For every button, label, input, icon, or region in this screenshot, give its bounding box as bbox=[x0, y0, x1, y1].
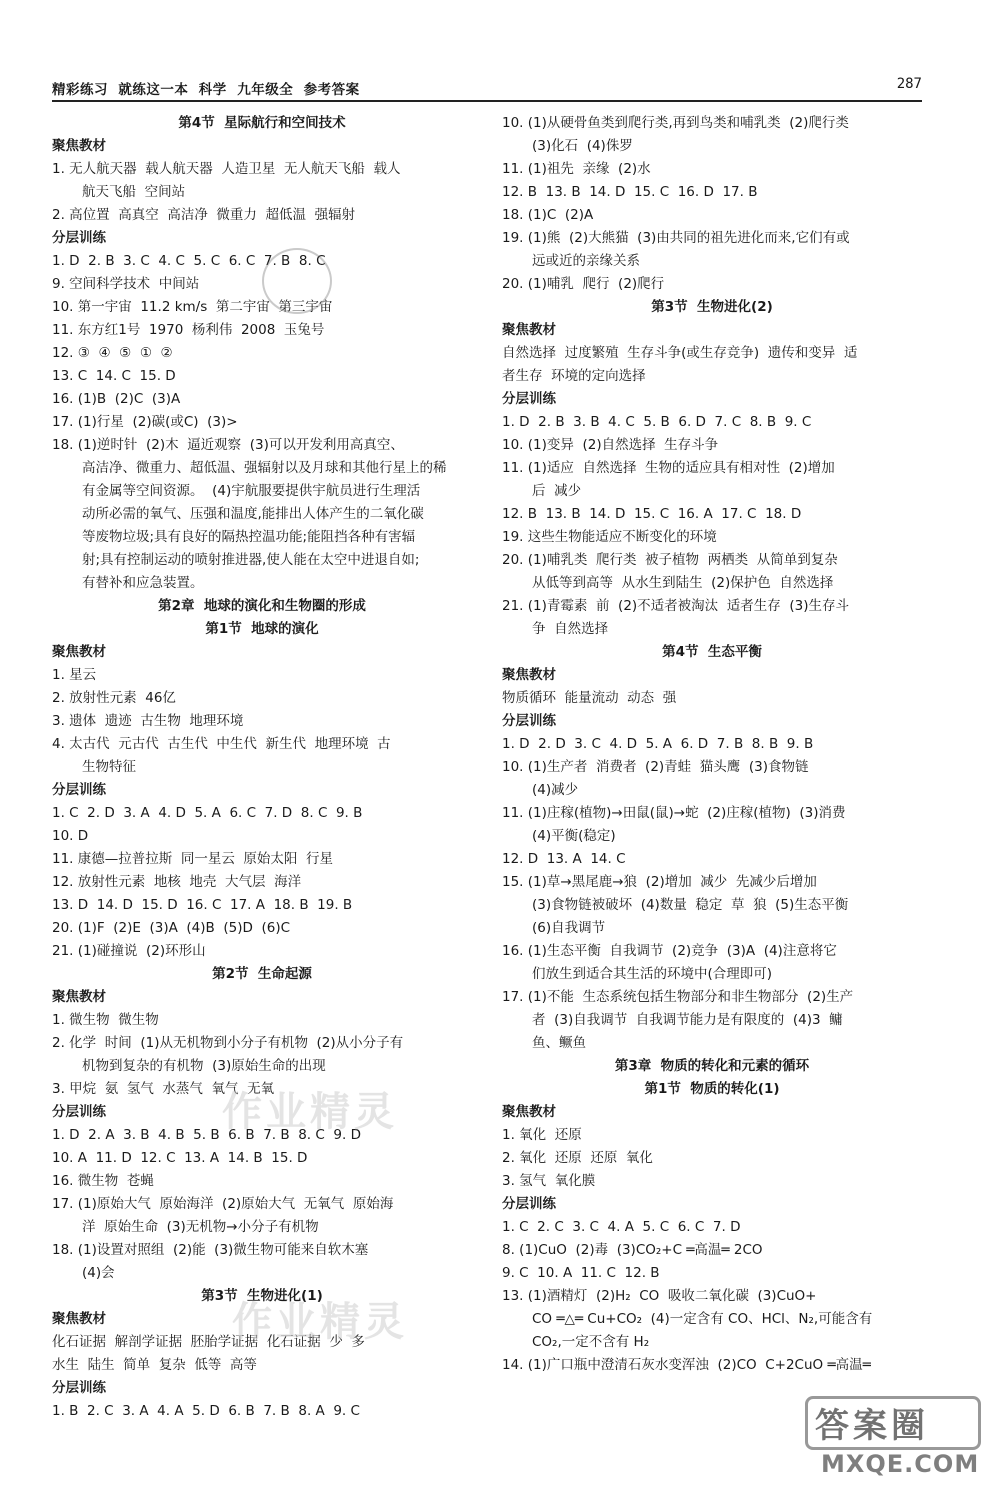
page-number: 287 bbox=[896, 76, 922, 92]
subsection-heading: 分层训练 bbox=[52, 1104, 106, 1120]
answer-line: 1. D 2. B 3. C 4. C 5. C 6. C 7. B 8. C bbox=[52, 253, 326, 269]
answer-line: 1. 无人航天器 载人航天器 人造卫星 无人航天飞船 载人 bbox=[52, 161, 401, 177]
answer-line: 2. 高位置 高真空 高洁净 微重力 超低温 强辐射 bbox=[52, 207, 356, 223]
answer-line: 者生存 环境的定向选择 bbox=[502, 368, 646, 384]
section-title: 第4节 星际航行和空间技术 bbox=[178, 115, 346, 131]
answer-line: 1. D 2. D 3. C 4. D 5. A 6. D 7. B 8. B 9. B bbox=[502, 736, 814, 752]
answer-line: 高洁净、微重力、超低温、强辐射以及月球和其他行星上的稀 bbox=[82, 460, 447, 476]
chapter-title: 第2章 地球的演化和生物圈的形成 bbox=[158, 598, 366, 614]
answer-line: 1. C 2. C 3. C 4. A 5. C 6. C 7. D bbox=[502, 1219, 741, 1235]
answer-line: 19. (1)熊 (2)大熊猫 (3)由共同的祖先进化而来,它们有或 bbox=[502, 230, 850, 246]
answer-line: 11. 东方红1号 1970 杨利伟 2008 玉兔号 bbox=[52, 322, 325, 338]
answer-line: 18. (1)设置对照组 (2)能 (3)微生物可能来自软木塞 bbox=[52, 1242, 369, 1258]
answer-line: 16. 微生物 苍蝇 bbox=[52, 1173, 154, 1189]
answer-line: 物质循环 能量流动 动态 强 bbox=[502, 690, 677, 706]
answer-line: 1. 微生物 微生物 bbox=[52, 1012, 159, 1028]
section-title: 第2节 生命起源 bbox=[212, 966, 312, 982]
answer-line: 4. 太古代 元古代 古生代 中生代 新生代 地理环境 古 bbox=[52, 736, 391, 752]
answer-line: 1. B 2. C 3. A 4. A 5. D 6. B 7. B 8. A 9. C bbox=[52, 1403, 360, 1419]
answer-line: (6)自我调节 bbox=[532, 920, 606, 936]
page-header bbox=[52, 78, 922, 102]
answer-line: CO ═△═ Cu+CO₂ (4)一定含有 CO、HCl、N₂,可能含有 bbox=[532, 1311, 873, 1327]
section-title: 第4节 生态平衡 bbox=[662, 644, 762, 660]
chapter-title: 第3章 物质的转化和元素的循环 bbox=[614, 1058, 810, 1074]
answer-line: 鱼、鳜鱼 bbox=[532, 1035, 586, 1051]
answer-line: 生物特征 bbox=[82, 759, 136, 775]
answer-line: 13. D 14. D 15. D 16. C 17. A 18. B 19. B bbox=[52, 897, 353, 913]
answer-line: (3)化石 (4)侏罗 bbox=[532, 138, 633, 154]
header-title: 精彩练习 就练这一本 科学 九年级全 参考答案 bbox=[52, 82, 360, 98]
answer-line: 争 自然选择 bbox=[532, 621, 609, 637]
answer-line: 3. 氢气 氧化膜 bbox=[502, 1173, 596, 1189]
answer-line: 12. D 13. A 14. C bbox=[502, 851, 626, 867]
answer-line: 21. (1)青霉素 前 (2)不适者被淘汰 适者生存 (3)生存斗 bbox=[502, 598, 849, 614]
logo-text: 答案圈 bbox=[815, 1406, 929, 1446]
answer-line: (4)平衡(稳定) bbox=[532, 828, 616, 844]
answer-line: 有金属等空间资源。 (4)宇航服要提供宇航员进行生理活 bbox=[82, 483, 421, 499]
answer-line: 9. 空间科学技术 中间站 bbox=[52, 276, 200, 292]
answer-line: 18. (1)C (2)A bbox=[502, 207, 594, 223]
subsection-heading: 聚焦教材 bbox=[502, 1104, 556, 1120]
answer-line: 11. (1)适应 自然选择 生物的适应具有相对性 (2)增加 bbox=[502, 460, 835, 476]
answer-line: 者 (3)自我调节 自我调节能力是有限度的 (4)3 鳙 bbox=[532, 1012, 843, 1028]
answer-line: 15. (1)草→黑尾鹿→狼 (2)增加 减少 先减少后增加 bbox=[502, 874, 817, 890]
answer-line: 19. 这些生物能适应不断变化的环境 bbox=[502, 529, 717, 545]
answer-line: 洋 原始生命 (3)无机物→小分子有机物 bbox=[82, 1219, 319, 1235]
answer-line: (4)减少 bbox=[532, 782, 579, 798]
section-title: 第1节 物质的转化(1) bbox=[644, 1081, 780, 1097]
left-column bbox=[52, 112, 472, 1423]
answer-line: (4)会 bbox=[82, 1265, 115, 1281]
answer-line: 10. A 11. D 12. C 13. A 14. B 15. D bbox=[52, 1150, 308, 1166]
answer-line: 10. (1)生产者 消费者 (2)青蛙 猫头鹰 (3)食物链 bbox=[502, 759, 809, 775]
answer-line: 9. C 10. A 11. C 12. B bbox=[502, 1265, 660, 1281]
answer-line: 1. D 2. A 3. B 4. B 5. B 6. B 7. B 8. C 9. D bbox=[52, 1127, 361, 1143]
answer-line: 8. (1)CuO (2)毒 (3)CO₂+C ═高温═ 2CO bbox=[502, 1242, 763, 1258]
answer-line: 10. 第一宇宙 11.2 km/s 第二宇宙 第三宇宙 bbox=[52, 299, 333, 315]
subsection-heading: 分层训练 bbox=[52, 1380, 106, 1396]
subsection-heading: 聚焦教材 bbox=[52, 644, 106, 660]
answer-line: 10. (1)从硬骨鱼类到爬行类,再到鸟类和哺乳类 (2)爬行类 bbox=[502, 115, 849, 131]
subsection-heading: 聚焦教材 bbox=[502, 667, 556, 683]
answer-line: 航天飞船 空间站 bbox=[82, 184, 186, 200]
answer-line: 远或近的亲缘关系 bbox=[532, 253, 640, 269]
answer-line: 17. (1)行星 (2)碳(或C) (3)> bbox=[52, 414, 238, 430]
answer-line: 11. (1)祖先 亲缘 (2)水 bbox=[502, 161, 651, 177]
subsection-heading: 分层训练 bbox=[502, 1196, 556, 1212]
answer-line: 2. 化学 时间 (1)从无机物到小分子有机物 (2)从小分子有 bbox=[52, 1035, 404, 1051]
right-column bbox=[502, 112, 922, 1377]
answer-line: 20. (1)哺乳类 爬行类 被子植物 两栖类 从简单到复杂 bbox=[502, 552, 838, 568]
stamp-mark bbox=[262, 248, 332, 314]
answer-line: 12. B 13. B 14. D 15. C 16. A 17. C 18. D bbox=[502, 506, 802, 522]
answer-line: 等废物垃圾;具有良好的隔热控温功能;能阻挡各种有害辐 bbox=[82, 529, 416, 545]
answer-line: 12. B 13. B 14. D 15. C 16. D 17. B bbox=[502, 184, 758, 200]
subsection-heading: 聚焦教材 bbox=[52, 138, 106, 154]
answer-line: 机物到复杂的有机物 (3)原始生命的出现 bbox=[82, 1058, 326, 1074]
answer-line: 3. 遗体 遗迹 古生物 地理环境 bbox=[52, 713, 244, 729]
answer-line: 16. (1)B (2)C (3)A bbox=[52, 391, 181, 407]
answer-line: 13. C 14. C 15. D bbox=[52, 368, 176, 384]
answer-line: 1. 氧化 还原 bbox=[502, 1127, 582, 1143]
answer-line: 10. (1)变异 (2)自然选择 生存斗争 bbox=[502, 437, 719, 453]
answer-line: 16. (1)生态平衡 自我调节 (2)竞争 (3)A (4)注意将它 bbox=[502, 943, 837, 959]
subsection-heading: 分层训练 bbox=[52, 782, 106, 798]
answer-line: 后 减少 bbox=[532, 483, 582, 499]
section-title: 第3节 生物进化(2) bbox=[651, 299, 773, 315]
answer-line: 1. D 2. B 3. B 4. C 5. B 6. D 7. C 8. B 9. C bbox=[502, 414, 812, 430]
subsection-heading: 分层训练 bbox=[502, 713, 556, 729]
answer-line: CO₂,一定不含有 H₂ bbox=[532, 1334, 650, 1350]
answer-line: 从低等到高等 从水生到陆生 (2)保护色 自然选择 bbox=[532, 575, 834, 591]
section-title: 第1节 地球的演化 bbox=[205, 621, 319, 637]
answer-line: 射;具有控制运动的喷射推进器,使人能在太空中进退自如; bbox=[82, 552, 420, 568]
answer-line: 2. 放射性元素 46亿 bbox=[52, 690, 176, 706]
answer-line: 17. (1)不能 生态系统包括生物部分和非生物部分 (2)生产 bbox=[502, 989, 854, 1005]
subsection-heading: 聚焦教材 bbox=[502, 322, 556, 338]
logo-site: MXQE.COM bbox=[821, 1450, 980, 1478]
site-logo bbox=[805, 1388, 985, 1478]
answer-line: 13. (1)酒精灯 (2)H₂ CO 吸收二氧化碳 (3)CuO+ bbox=[502, 1288, 817, 1304]
answer-line: 1. C 2. D 3. A 4. D 5. A 6. C 7. D 8. C 9. B bbox=[52, 805, 363, 821]
answer-line: 们放生到适合其生活的环境中(合理即可) bbox=[532, 966, 773, 982]
watermark: 作业精灵 bbox=[222, 1088, 398, 1135]
subsection-heading: 聚焦教材 bbox=[52, 1311, 106, 1327]
answer-line: (3)食物链被破坏 (4)数量 稳定 草 狼 (5)生态平衡 bbox=[532, 897, 849, 913]
answer-line: 20. (1)哺乳 爬行 (2)爬行 bbox=[502, 276, 665, 292]
answer-line: 动所必需的氧气、压强和温度,能排出人体产生的二氧化碳 bbox=[82, 506, 424, 522]
subsection-heading: 分层训练 bbox=[52, 230, 106, 246]
answer-line: 11. 康德—拉普拉斯 同一星云 原始太阳 行星 bbox=[52, 851, 334, 867]
answer-line: 有替补和应急装置。 bbox=[82, 575, 204, 591]
answer-line: 20. (1)F (2)E (3)A (4)B (5)D (6)C bbox=[52, 920, 291, 936]
answer-line: 17. (1)原始大气 原始海洋 (2)原始大气 无氧气 原始海 bbox=[52, 1196, 394, 1212]
answer-line: 12. ③ ④ ⑤ ① ② bbox=[52, 345, 173, 361]
answer-line: 18. (1)逆时针 (2)木 逼近观察 (3)可以开发利用高真空、 bbox=[52, 437, 404, 453]
answer-line: 2. 氧化 还原 还原 氧化 bbox=[502, 1150, 653, 1166]
subsection-heading: 聚焦教材 bbox=[52, 989, 106, 1005]
answer-line: 1. 星云 bbox=[52, 667, 97, 683]
answer-line: 14. (1)广口瓶中澄清石灰水变浑浊 (2)CO C+2CuO ═高温═ bbox=[502, 1357, 871, 1373]
answer-line: 11. (1)庄稼(植物)→田鼠(鼠)→蛇 (2)庄稼(植物) (3)消费 bbox=[502, 805, 846, 821]
answer-line: 10. D bbox=[52, 828, 89, 844]
answer-line: 自然选择 过度繁殖 生存斗争(或生存竞争) 遗传和变异 适 bbox=[502, 345, 858, 361]
section-title: 第3节 生物进化(1) bbox=[201, 1288, 323, 1304]
answer-line: 水生 陆生 简单 复杂 低等 高等 bbox=[52, 1357, 257, 1373]
watermark: 作业精灵 bbox=[232, 1298, 408, 1345]
answer-line: 21. (1)碰撞说 (2)环形山 bbox=[52, 943, 206, 959]
subsection-heading: 分层训练 bbox=[502, 391, 556, 407]
answer-line: 化石证据 解剖学证据 胚胎学证据 化石证据 少 多 bbox=[52, 1334, 365, 1350]
answer-line: 3. 甲烷 氨 氢气 水蒸气 氧气 无氧 bbox=[52, 1081, 275, 1097]
answer-line: 12. 放射性元素 地核 地壳 大气层 海洋 bbox=[52, 874, 302, 890]
